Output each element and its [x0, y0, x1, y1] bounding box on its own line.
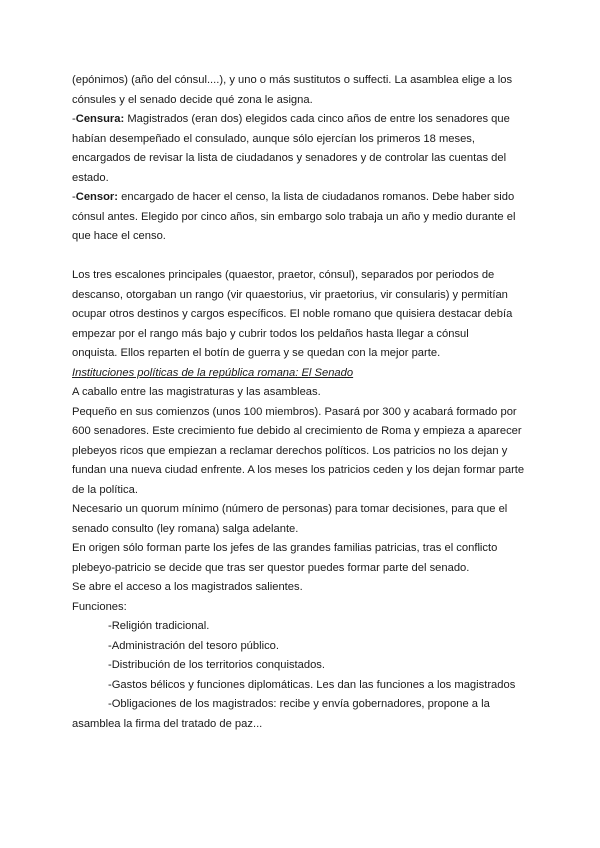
text-line: ocupar otros destinos y cargos específicos. El noble romano que quisiera destacar debía [72, 308, 513, 320]
text-line-censor [72, 190, 514, 204]
text-line: Pequeño en sus comienzos (unos 100 miembros). Pasará por 300 y acabará formado por [72, 406, 517, 418]
text-line: plebeyo-patricio se decide que tras ser questor puedes formar parte del senado. [72, 562, 470, 574]
text-line: 600 senadores. Este crecimiento fue debido al crecimiento de Roma y empieza a aparecer [72, 425, 522, 437]
list-item: -Gastos bélicos y funciones diplomáticas. Les dan las funciones a los magistrados [108, 679, 516, 691]
list-item: -Administración del tesoro público. [108, 640, 280, 652]
list-item: -Religión tradicional. [108, 620, 210, 632]
text-line: Se abre el acceso a los magistrados salientes. [72, 581, 303, 593]
list-item: -Obligaciones de los magistrados: recibe y envía gobernadores, propone a la [108, 698, 490, 710]
text-line: fundan una nueva ciudad enfrente. A los meses los patricios ceden y los dejan formar parte [72, 464, 525, 476]
text-line: Necesario un quorum mínimo (número de personas) para tomar decisiones, para que el [72, 503, 508, 515]
text-line: cónsul antes. Elegido por cinco años, sin embargo solo trabaja un año y medio durante el [72, 211, 516, 223]
text-line: (epónimos) (año del cónsul....), y uno o más sustitutos o suffecti. La asamblea elige a los [72, 74, 513, 86]
text-line: A caballo entre las magistraturas y las asambleas. [72, 386, 321, 398]
text-line: cónsules y el senado decide qué zona le asigna. [72, 94, 313, 106]
text-line: plebeyos ricos que empiezan a reclamar derechos políticos. Los patricios no los dejan y [72, 445, 508, 457]
text-line: asamblea la firma del tratado de paz... [72, 718, 263, 730]
term-censor: Censor: [75, 191, 119, 203]
definition-text: encargado de hacer el censo, la lista de ciudadanos romanos. Debe haber sido [118, 191, 515, 203]
section-heading [72, 366, 353, 380]
text-line: En origen sólo forman parte los jefes de las grandes familias patricias, tras el conflicto [72, 542, 498, 554]
text-line: de la política. [72, 484, 138, 496]
dash: - [72, 113, 76, 125]
text-line-censura [72, 112, 510, 126]
text-line: senado consulto (ley romana) salga adelante. [72, 523, 299, 535]
text-line: onquista. Ellos reparten el botín de guerra y se quedan con la mejor parte. [72, 347, 441, 359]
definition-text: Magistrados (eran dos) elegidos cada cinco años de entre los senadores que [124, 113, 510, 125]
text-line: habían desempeñado el consulado, aunque sólo ejercían los primeros 18 meses, [72, 133, 476, 145]
dash: - [72, 191, 76, 203]
text-line: Los tres escalones principales (quaestor, praetor, cónsul), separados por periodos de [72, 269, 495, 281]
text-line: encargados de revisar la lista de ciudadanos y senadores y de controlar las cuentas del [72, 152, 507, 164]
text-line: que hace el censo. [72, 230, 166, 242]
text-line: estado. [72, 172, 109, 184]
heading-text: Instituciones políticas de la república romana: El Senado [72, 367, 354, 379]
text-line: Funciones: [72, 601, 127, 613]
text-line: empezar por el rango más bajo y cubrir todos los peldaños hasta llegar a cónsul [72, 328, 469, 340]
list-item: -Distribución de los territorios conquistados. [108, 659, 326, 671]
term-censura: Censura: [75, 113, 125, 125]
text-line: descanso, otorgaban un rango (vir quaestorius, vir praetorius, vir consularis) y permitían [72, 289, 508, 301]
